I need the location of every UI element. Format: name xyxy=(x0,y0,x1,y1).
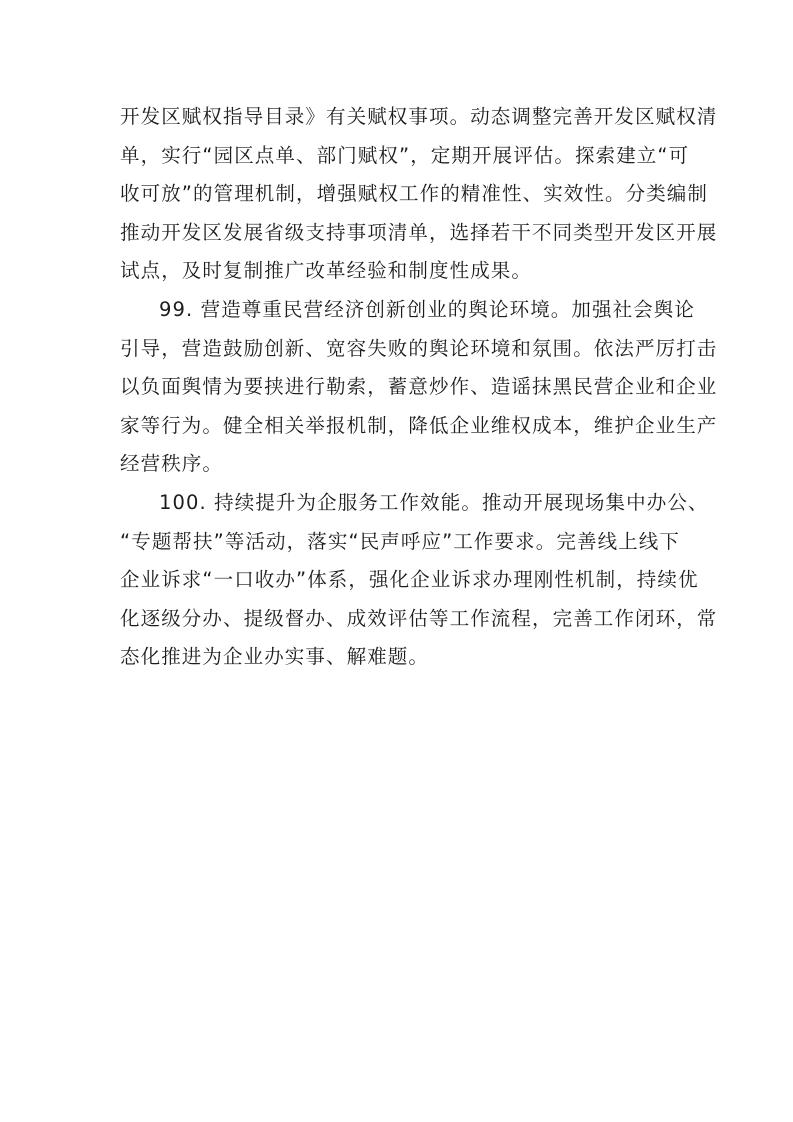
document-body xyxy=(120,98,718,677)
text-line: “专题帮扶”等活动，落实“民声呼应”工作要求。完善线上线下 xyxy=(120,529,680,553)
text-line: 企业诉求“一口收办”体系，强化企业诉求办理刚性机制，持续优 xyxy=(120,568,699,592)
text-line: 推动开发区发展省级支持事项清单，选择若干不同类型开发区开展 xyxy=(120,220,718,244)
paragraph-continuation xyxy=(120,98,718,291)
paragraph-item-100 xyxy=(120,484,718,677)
text-line: 99. 营造尊重民营经济创新创业的舆论环境。加强社会舆论 xyxy=(159,297,696,321)
text-line: 态化推进为企业办实事、解难题。 xyxy=(120,645,430,669)
paragraph-item-99 xyxy=(120,291,718,484)
text-line: 单，实行“园区点单、部门赋权”，定期开展评估。探索建立“可 xyxy=(120,143,690,167)
text-line: 家等行为。健全相关举报机制，降低企业维权成本，维护企业生产 xyxy=(120,413,718,437)
text-line: 引导，营造鼓励创新、宽容失败的舆论环境和氛围。依法严厉打击 xyxy=(120,336,718,360)
text-line: 经营秩序。 xyxy=(120,452,224,476)
text-line: 化逐级分办、提级督办、成效评估等工作流程，完善工作闭环，常 xyxy=(120,606,718,630)
text-line: 试点，及时复制推广改革经验和制度性成果。 xyxy=(120,259,533,283)
text-line: 收可放”的管理机制，增强赋权工作的精准性、实效性。分类编制 xyxy=(120,182,709,206)
text-line: 以负面舆情为要挟进行勒索，蓄意炒作、造谣抹黑民营企业和企业 xyxy=(120,375,718,399)
text-line: 开发区赋权指导目录》有关赋权事项。动态调整完善开发区赋权清 xyxy=(120,105,718,128)
text-line: 100. 持续提升为企服务工作效能。推动开展现场集中办公、 xyxy=(159,490,709,514)
